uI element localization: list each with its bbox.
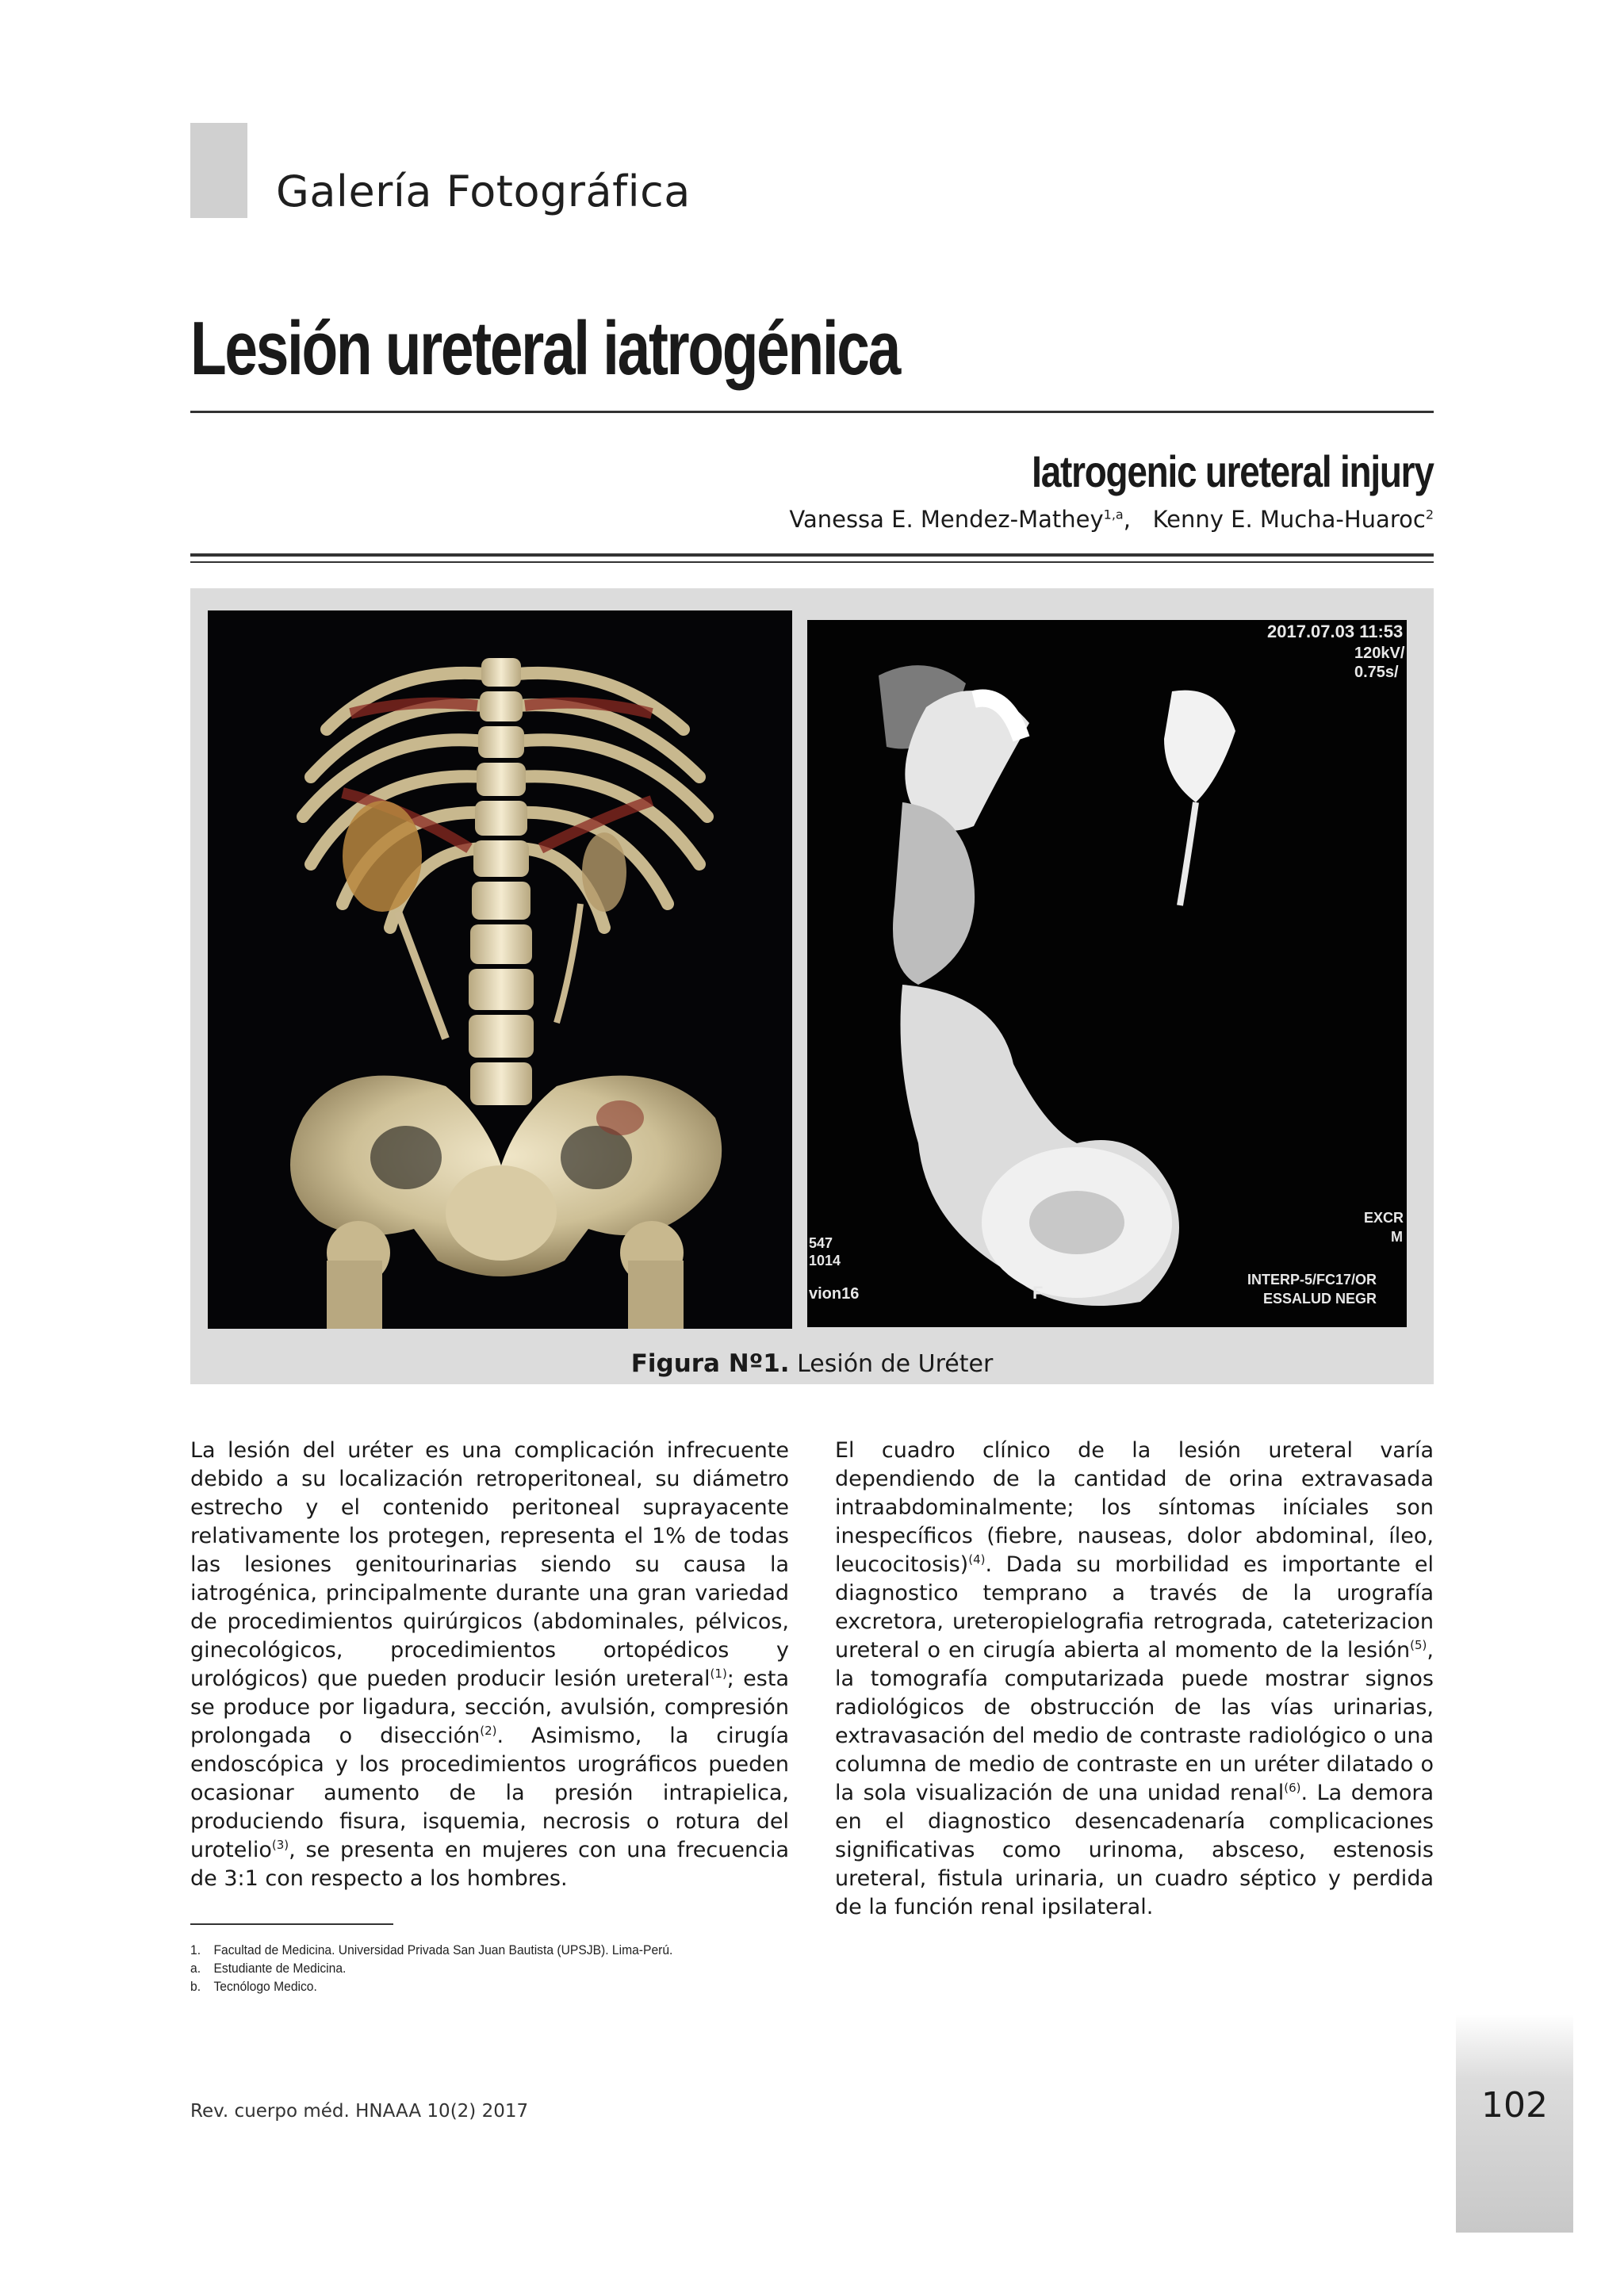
body-text: . La demora en el diagnostico desencadenaría complicaciones significativas como urinoma, absceso, estenosis ureteral, fistula urinaria, un cuadro séptico y perdida de la función renal ipsilateral. — [835, 1781, 1434, 1919]
overlay-left-num2: 1014 — [809, 1253, 841, 1269]
body-text: , se presenta en mujeres con una frecuencia de 3:1 con respecto a los hombres. — [190, 1838, 789, 1891]
footnote-divider — [190, 1923, 393, 1925]
footnote-text: Facultad de Medicina. Universidad Privada San Juan Bautista (UPSJB). Lima-Perú. — [213, 1942, 673, 1957]
citation-ref: (6) — [1284, 1781, 1301, 1795]
footnote-number: a. — [190, 1961, 201, 1976]
urography-xray-image — [807, 620, 1407, 1327]
overlay-essalud: ESSALUD NEGR — [1263, 1291, 1377, 1307]
body-text: , la tomografía computarizada puede mostrar signos radiológicos de obstrucción de las vías urinarias, extravasación del medio de contraste radiológico o una columna de medio de contraste en un uréter dilatado o la sola visualización de una unidad renal — [835, 1638, 1434, 1805]
citation-ref: (5) — [1410, 1638, 1427, 1652]
footnote-item — [190, 1977, 774, 1996]
overlay-f: F — [1032, 1283, 1044, 1303]
figure-caption-text: Lesión de Uréter — [797, 1350, 994, 1378]
footnote-text: Estudiante de Medicina. — [213, 1961, 347, 1976]
journal-citation: Rev. cuerpo méd. HNAAA 10(2) 2017 — [190, 2101, 529, 2122]
overlay-date: 2017.07.03 11:53 — [1267, 622, 1404, 641]
body-text: La lesión del uréter es una complicación infrecuente debido a su localización retroperitoneal, su diámetro estrecho y el contenido peritoneal suprayacente relativamente los protegen, representa el 1% de todas las lesiones genitourinarias siendo su causa la iatrogénica, principalmente durante una gran variedad de procedimientos quirúrgicos (abdominales, pélvicos, ginecológicos, procedimientos ortopédicos y urológicos) que pueden producir lesión ureteral — [190, 1438, 789, 1691]
footnote-number: b. — [190, 1979, 201, 1994]
citation-ref: (2) — [480, 1724, 497, 1738]
body-text: . Dada su morbilidad es importante el diagnostico temprano a través de la urografía excretora, ureteropielografia retrograda, cateterizacion ureteral o en cirugía abierta al momento de la lesión — [835, 1552, 1434, 1663]
section-label: Galería Fotográfica — [276, 166, 691, 216]
footnote-number: 1. — [190, 1942, 201, 1957]
body-text: ; esta se produce por ligadura, sección, avulsión, compresión prolongada o disección — [190, 1667, 789, 1748]
overlay-kv: 120kV/ — [1354, 645, 1405, 662]
citation-ref: (3) — [271, 1838, 289, 1852]
author-name: Vanessa E. Mendez-Mathey — [789, 506, 1104, 533]
figure-caption-label: Figura Nº1. — [630, 1349, 790, 1378]
author-name: Kenny E. Mucha-Huaroc — [1152, 506, 1426, 533]
overlay-interp: INTERP-5/FC17/OR — [1247, 1272, 1377, 1288]
footnote-item — [190, 1941, 774, 1959]
page-number: 102 — [1481, 2085, 1548, 2126]
section-marker-block — [190, 123, 247, 218]
header-divider-thick — [190, 553, 1434, 557]
overlay-bottom-left: vion16 — [809, 1285, 860, 1303]
overlay-excr: EXCR — [1364, 1210, 1404, 1226]
overlay-s: 0.75s/ — [1354, 664, 1399, 681]
overlay-m: M — [1391, 1229, 1403, 1245]
english-title: Iatrogenic ureteral injury — [1032, 446, 1434, 496]
author-affiliation: 1,a — [1103, 507, 1124, 522]
figure-caption — [190, 1349, 1434, 1378]
footnotes — [190, 1941, 774, 1996]
footnote-item — [190, 1959, 774, 1977]
citation-ref: (4) — [968, 1552, 986, 1567]
ct-3d-reconstruction-image — [208, 610, 792, 1329]
body-text: . Asimismo, la cirugía endoscópica y los procedimientos urográficos pueden ocasionar aumento de la presión intrapielica, produciendo fisura, isquemia, necrosis o rotura del urotelio — [190, 1724, 789, 1862]
title-divider — [190, 411, 1434, 413]
author-list: Vanessa E. Mendez-Mathey$^{1,a}$, Kenny E. Mucha-Huaroc$^2$ — [789, 506, 1434, 533]
article-title: Lesión ureteral iatrogénica — [190, 306, 899, 391]
header-divider-thin — [190, 561, 1434, 563]
author-affiliation: 2 — [1425, 507, 1434, 522]
body-column-left — [190, 1437, 789, 1893]
footnote-text: Tecnólogo Medico. — [213, 1979, 317, 1994]
body-column-right — [835, 1437, 1434, 1922]
citation-ref: (1) — [710, 1667, 727, 1681]
overlay-left-num1: 547 — [809, 1235, 833, 1251]
body-text: El cuadro clínico de la lesión ureteral varía dependiendo de la cantidad de orina extravasada intraabdominalmente; los síntomas iníciales son inespecíficos (fiebre, nauseas, dolor abdominal, íleo, leucocitosis) — [835, 1438, 1434, 1577]
